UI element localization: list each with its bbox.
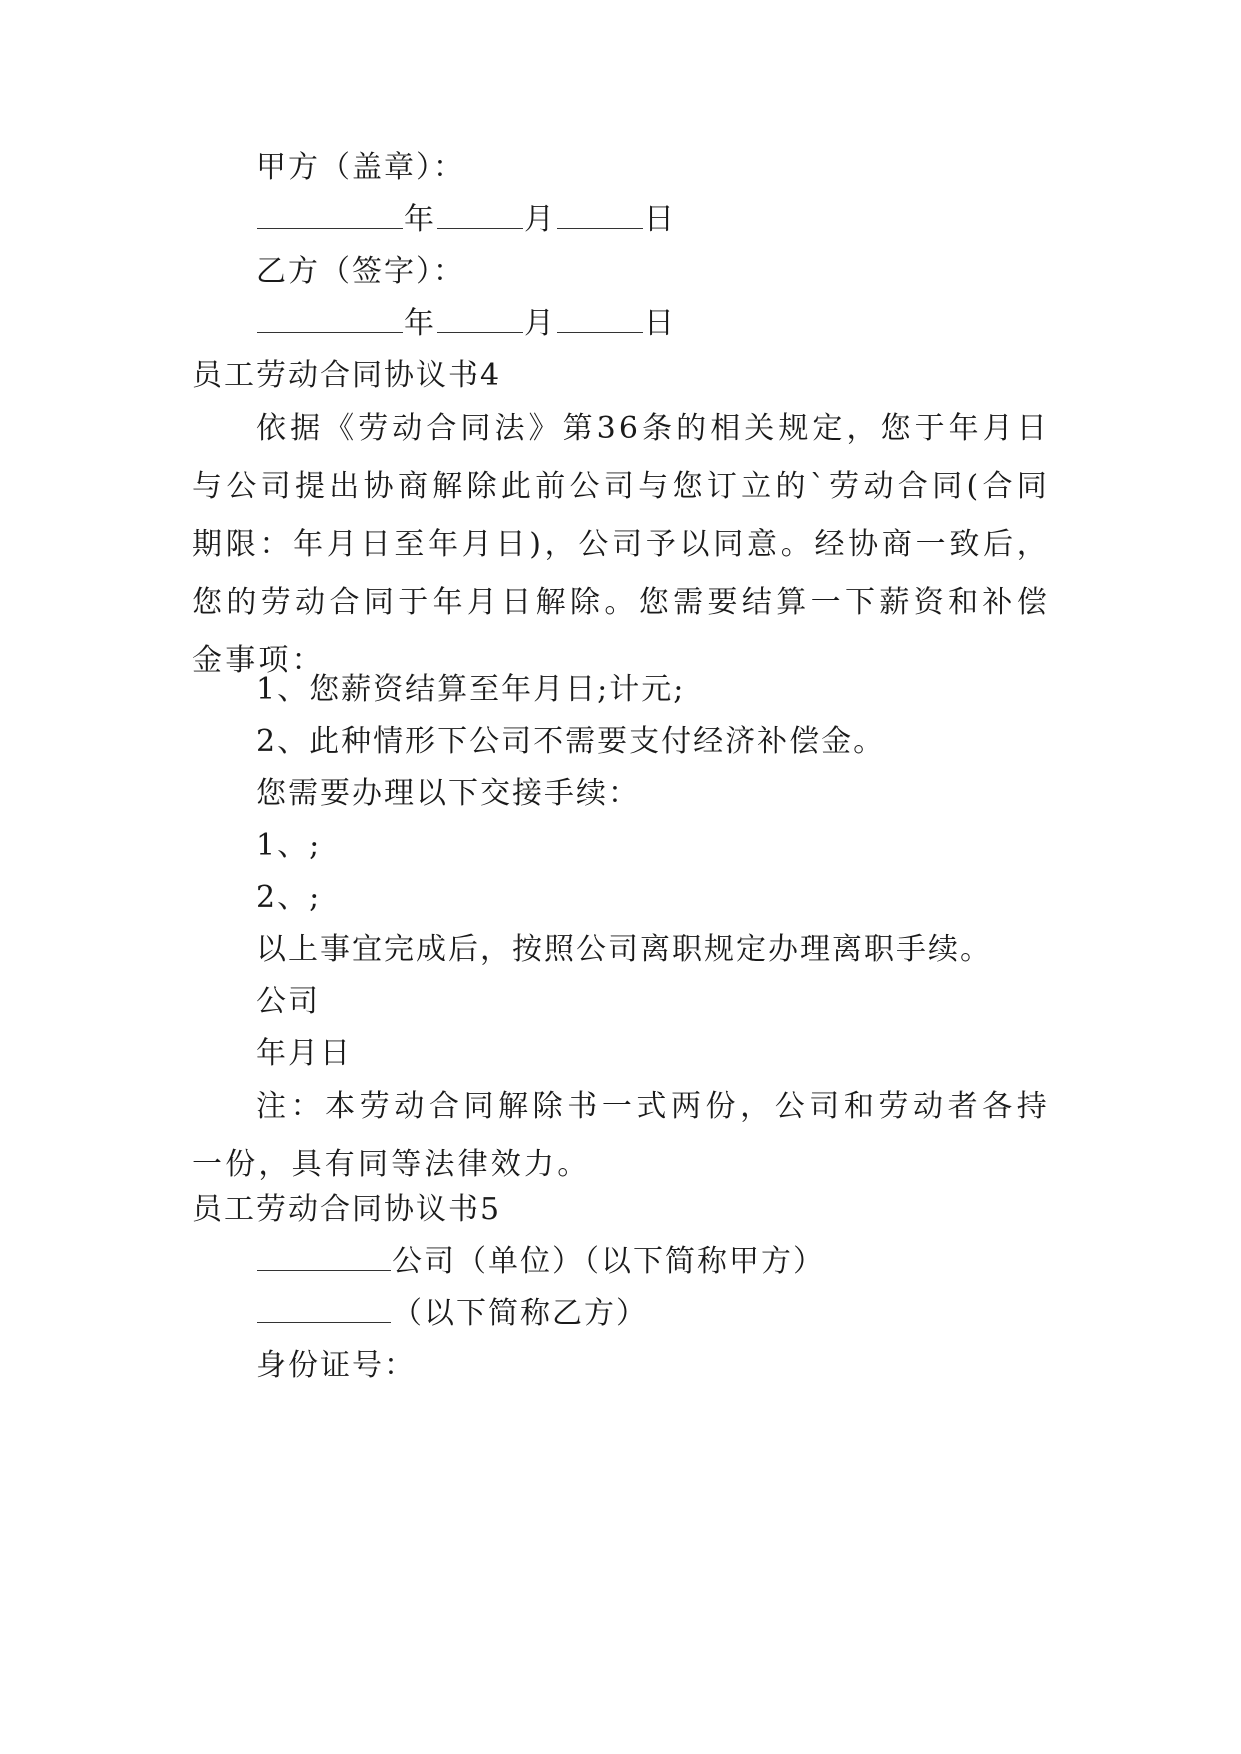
handover-item-2: 2、;: [256, 880, 322, 915]
blank-company-name: [257, 1244, 391, 1271]
day-label: 日: [644, 306, 676, 341]
settlement-item-1: 1、您薪资结算至年月日;计元;: [256, 672, 686, 707]
party-b-sign-label: 乙方（签字）：: [256, 254, 465, 289]
party-a-seal-label: 甲方（盖章）：: [256, 150, 465, 185]
completion-text: 以上事宜完成后，按照公司离职规定办理离职手续。: [256, 932, 992, 967]
handover-intro: 您需要办理以下交接手续：: [256, 776, 640, 811]
id-number-label: 身份证号：: [256, 1348, 416, 1383]
blank-day: [557, 306, 643, 333]
company-unit-text: 公司（单位）（以下简称甲方）: [392, 1244, 825, 1279]
date-line-1: [256, 200, 676, 240]
section-4-paragraph: 依据《劳动合同法》第36条的相关规定，您于年月日与公司提出协商解除此前公司与您订立的`劳动合同(合同期限：年月日至年月日)，公司予以同意。经协商一致后，您的劳动合同于年月日解除。您需要结算一下薪资和补偿金事项：: [192, 411, 1050, 678]
section-4-title: 员工劳动合同协议书4: [192, 358, 502, 393]
month-label: 月: [524, 306, 556, 341]
date-label: 年月日: [256, 1036, 352, 1071]
party-b-line: [256, 1294, 648, 1334]
blank-year: [257, 202, 403, 229]
blank-month: [437, 306, 523, 333]
year-label: 年: [404, 306, 436, 341]
blank-month: [437, 202, 523, 229]
blank-day: [557, 202, 643, 229]
month-label: 月: [524, 202, 556, 237]
handover-item-1: 1、;: [256, 828, 322, 863]
year-label: 年: [404, 202, 436, 237]
section-5-title: 员工劳动合同协议书5: [192, 1192, 502, 1227]
company-unit-line: [256, 1242, 825, 1282]
company-label: 公司: [256, 984, 320, 1019]
date-line-2: [256, 304, 676, 344]
settlement-item-2: 2、此种情形下公司不需要支付经济补偿金。: [256, 724, 886, 759]
party-b-text: （以下简称乙方）: [392, 1296, 648, 1331]
note-paragraph: 注：本劳动合同解除书一式两份，公司和劳动者各持一份，具有同等法律效力。: [192, 1089, 1050, 1182]
blank-party-b-name: [257, 1296, 391, 1323]
day-label: 日: [644, 202, 676, 237]
blank-year: [257, 306, 403, 333]
